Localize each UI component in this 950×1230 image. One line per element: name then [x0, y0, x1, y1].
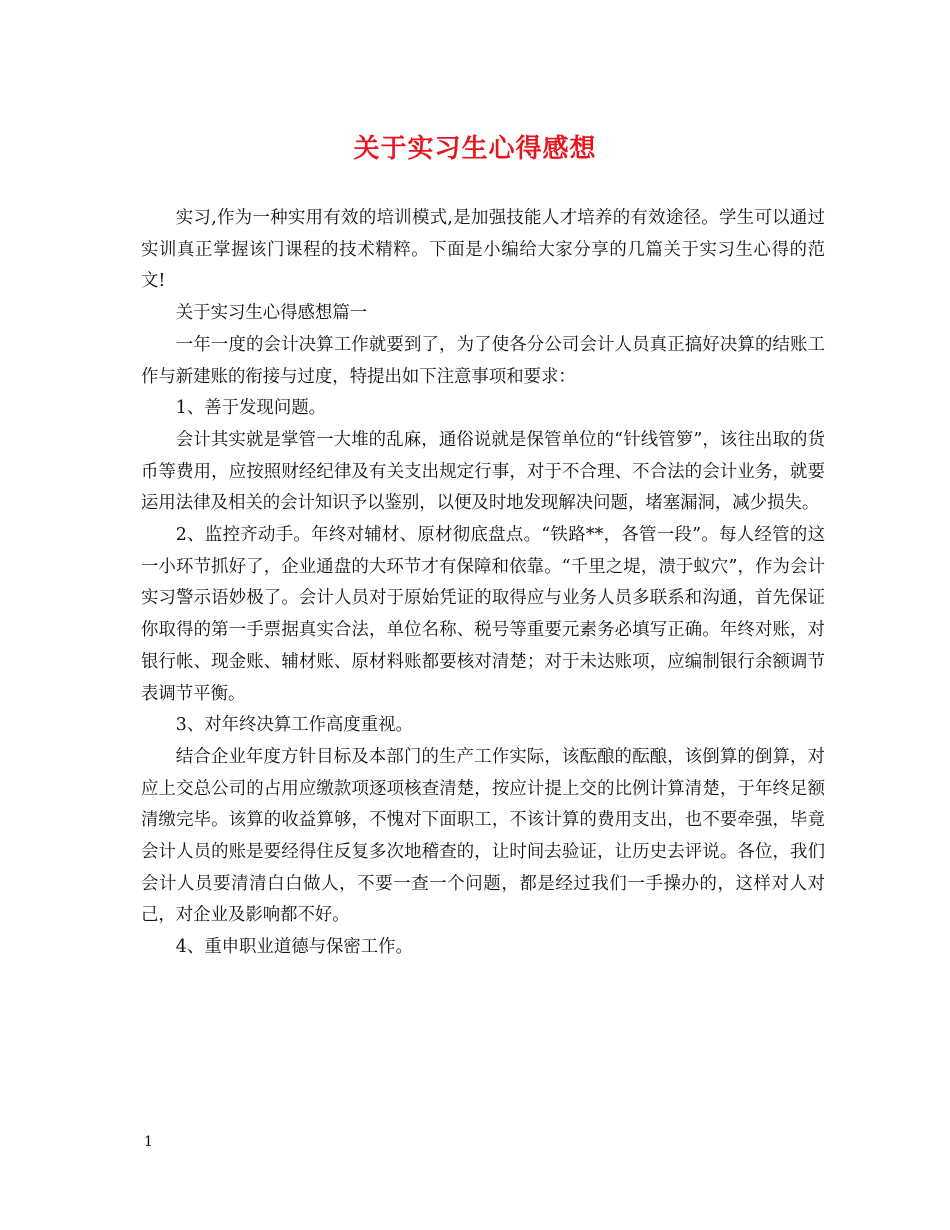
document-title: 关于实习生心得感想	[353, 134, 597, 164]
body-paragraph: 结合企业年度方针目标及本部门的生产工作实际，该酝酿的酝酿，该倒算的倒算，对应上交总公司的占用应缴款项逐项核查清楚，按应计提上交的比例计算清楚，于年终足额清缴完毕。该算的收益算够，不愧对下面职工，不该计算的费用支出，也不要牵强，毕竟会计人员的账是要经得住反复多次地稽查的，让时间去验证，让历史去评说。各位，我们会计人员要清清白白做人，不要一查一个问题，都是经过我们一手操办的，这样对人对己，对企业及影响都不好。	[141, 746, 825, 926]
item-heading: 1、善于发现问题。	[175, 398, 326, 419]
body-paragraph: 2、监控齐动手。年终对辅材、原材彻底盘点。“铁路**，各管一段”。每人经管的这一小环节抓好了，企业通盘的大环节才有保障和依靠。“千里之堤，溃于蚁穴”，作为会计实习警示语妙极了。会计人员对于原始凭证的取得应与业务人员多联系和沟通，首先保证你取得的第一手票据真实合法，单位名称、税号等重要元素务必填写正确。年终对账，对银行帐、现金账、辅材账、原材料账都要核对清楚；对于未达账项，应编制银行余额调节表调节平衡。	[141, 525, 825, 704]
item-heading: 4、重申职业道德与保密工作。	[175, 937, 413, 958]
item-heading: 3、对年终决算工作高度重视。	[175, 715, 413, 736]
section-heading: 关于实习生心得感想篇一	[175, 303, 368, 324]
body-paragraph: 会计其实就是掌管一大堆的乱麻，通俗说就是保管单位的“针线管箩”，该往出取的货币等费用，应按照财经纪律及有关支出规定行事，对于不合理、不合法的会计业务，就要运用法律及相关的会计知识予以鉴别，以便及时地发现解决问题，堵塞漏洞，减少损失。	[141, 429, 825, 514]
document-body	[141, 203, 825, 964]
body-paragraph: 一年一度的会计决算工作就要到了，为了使各分公司会计人员真正搞好决算的结账工作与新建账的衔接与过度，特提出如下注意事项和要求：	[141, 334, 825, 387]
page-number: 1	[144, 1134, 153, 1150]
intro-paragraph: 实习,作为一种实用有效的培训模式,是加强技能人才培养的有效途径。学生可以通过实训真正掌握该门课程的技术精粹。下面是小编给大家分享的几篇关于实习生心得的范文!	[141, 208, 825, 292]
